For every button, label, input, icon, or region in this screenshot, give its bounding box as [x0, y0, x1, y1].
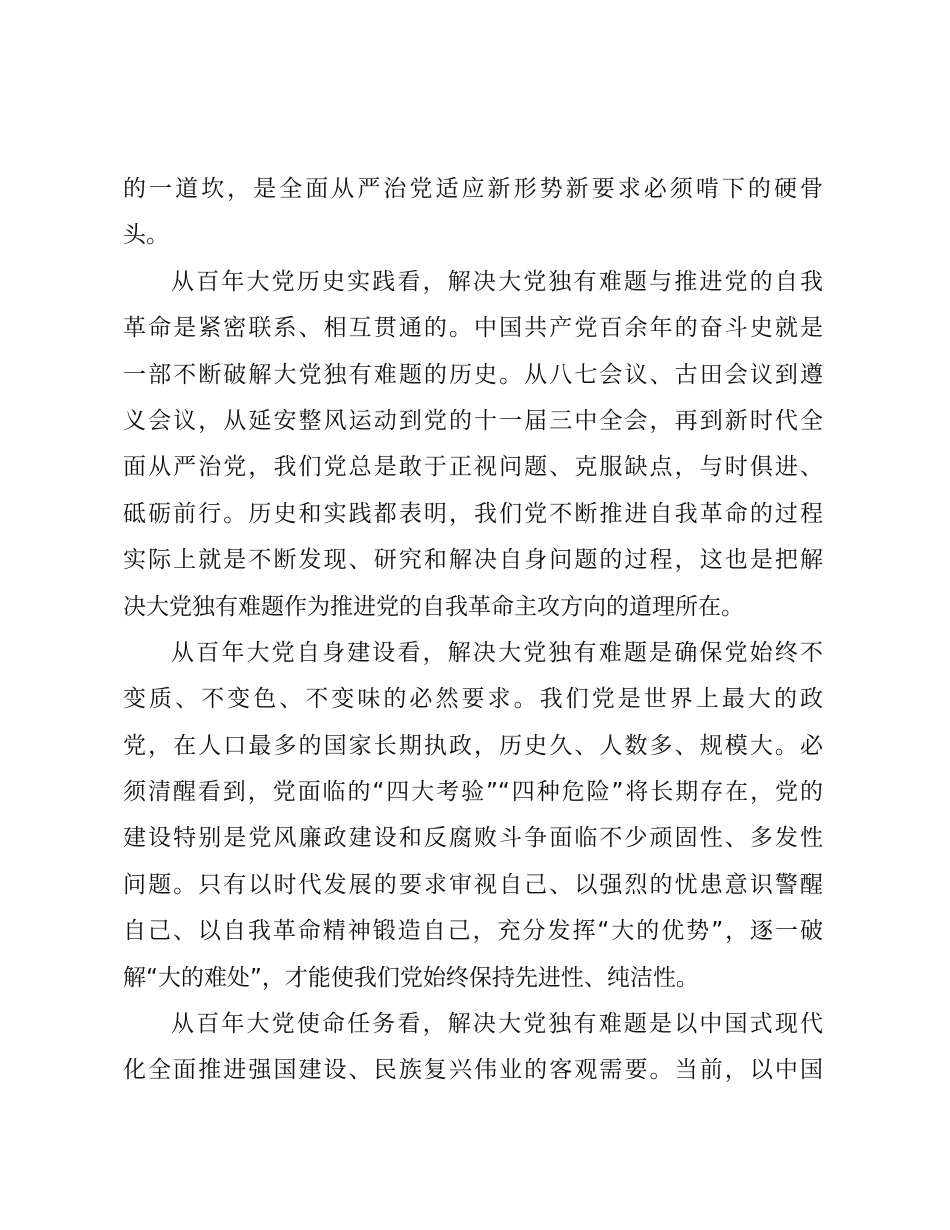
paragraph-first-line: 从百年大党自身建设看，解决大党独有难题是确保党始终不: [171, 639, 823, 666]
paragraph-first-line: 从百年大党使命任务看，解决大党独有难题是以中国式现代: [171, 1011, 823, 1038]
body-text: [123, 166, 823, 1094]
text-line: 头。: [123, 222, 169, 249]
text-line: 实际上就是不断发现、研究和解决自身问题的过程，这也是把解: [123, 547, 823, 574]
text-line: 决大党独有难题作为推进党的自我革命主攻方向的道理所在。: [123, 593, 744, 620]
text-line: 须清醒看到，党面临的“四大考验”“四种危险”将长期存在，党的: [123, 779, 823, 806]
text-line: 的一道坎，是全面从严治党适应新形势新要求必须啃下的硬骨: [123, 176, 823, 202]
text-line: 变质、不变色、不变味的必然要求。我们党是世界上最大的政: [123, 686, 823, 713]
paragraph-first-line: 从百年大党历史实践看，解决大党独有难题与推进党的自我: [171, 268, 823, 295]
text-line: 面从严治党，我们党总是敢于正视问题、克服缺点，与时俱进、: [123, 454, 823, 481]
text-line: 自己、以自我革命精神锻造自己，充分发挥“大的优势”，逐一破: [123, 918, 823, 945]
text-line: 一部不断破解大党独有难题的历史。从八七会议、古田会议到遵: [123, 361, 823, 388]
text-line: 党，在人口最多的国家长期执政，历史久、人数多、规模大。必: [123, 732, 823, 759]
text-line: 义会议，从延安整风运动到党的十一届三中全会，再到新时代全: [123, 407, 823, 434]
text-line: 建设特别是党风廉政建设和反腐败斗争面临不少顽固性、多发性: [123, 825, 823, 852]
text-line: 化全面推进强国建设、民族复兴伟业的客观需要。当前，以中国: [123, 1057, 823, 1084]
text-line: 解“大的难处”，才能使我们党始终保持先进性、纯洁性。: [123, 964, 699, 991]
text-line: 革命是紧密联系、相互贯通的。中国共产党百余年的奋斗史就是: [123, 315, 823, 342]
text-line: 砥砺前行。历史和实践都表明，我们党不断推进自我革命的过程: [123, 500, 823, 527]
text-line: 问题。只有以时代发展的要求审视自己、以强烈的忧患意识警醒: [123, 871, 823, 898]
